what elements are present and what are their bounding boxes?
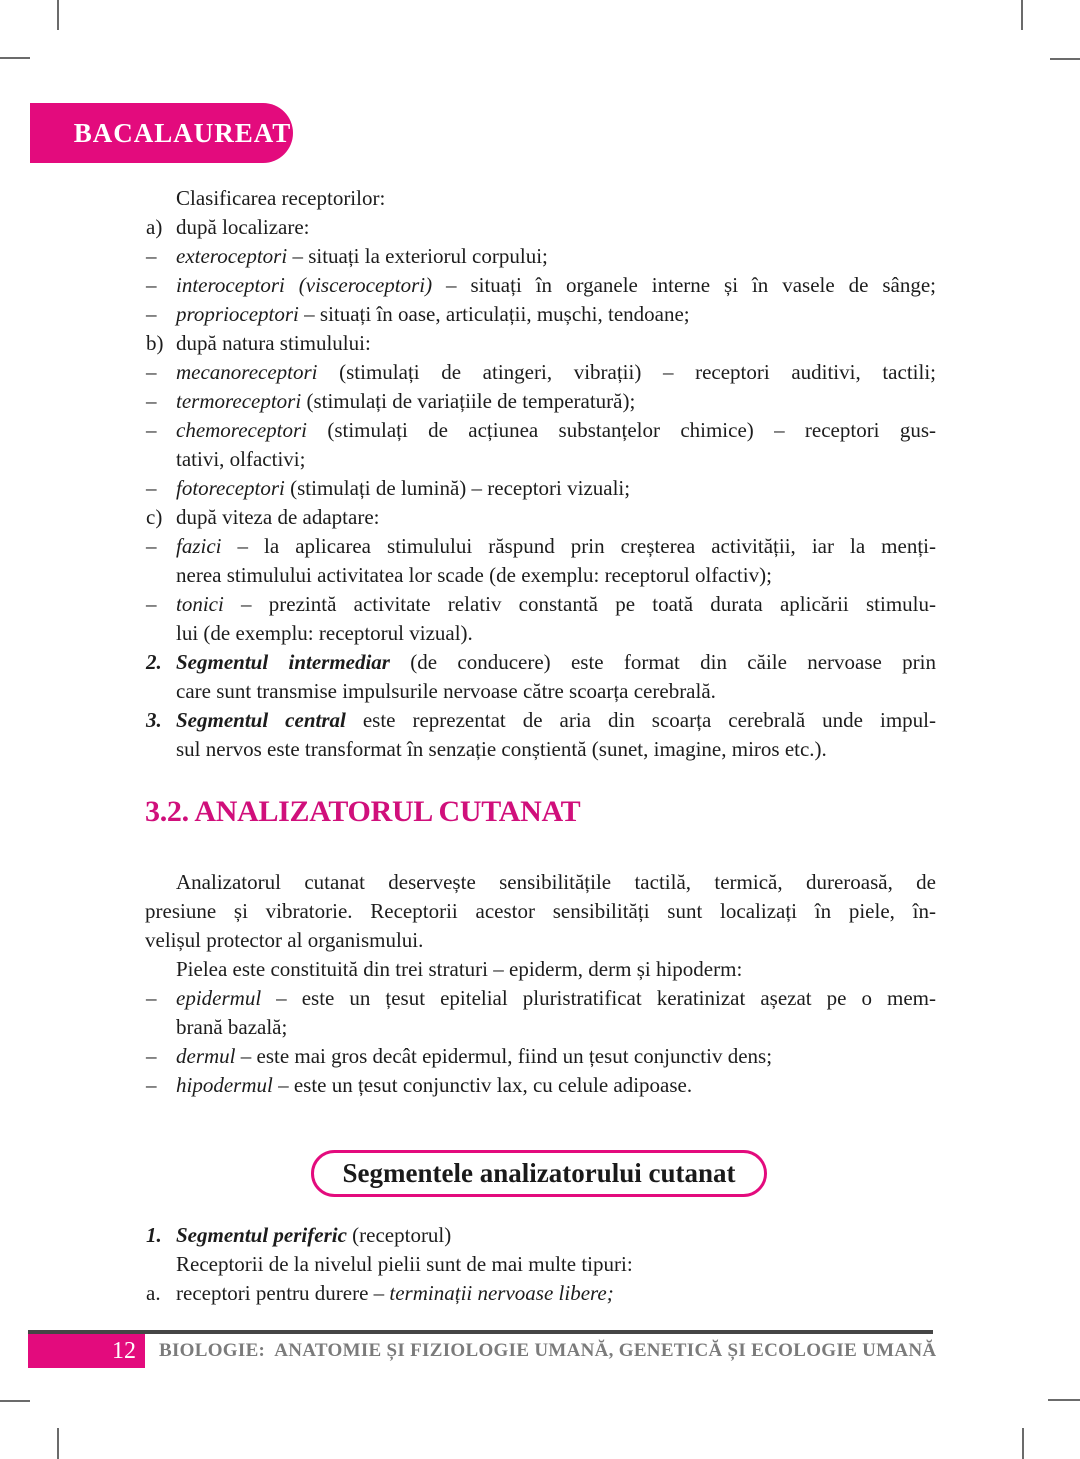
cutaneous-analyzer-paragraph [145,868,936,1100]
text-line: tativi, olfactivi; [176,447,306,471]
segments-callout-box [311,1150,767,1197]
crop-mark-bottom-left-vertical [57,1428,59,1459]
text-line: – fazici – la aplicarea stimulului răspund prin creșterea activității, iar la menți- [145,532,936,561]
text-line: lui (de exemplu: receptorul vizual). [176,621,473,645]
list-marker: – [146,418,157,442]
text-line: 1. Segmentul periferic (receptorul) [145,1221,936,1250]
text-line: brană bazală; [176,1015,288,1039]
list-marker: – [146,244,157,268]
list-marker: – [146,1044,157,1068]
text-line: velișul protector al organismului. [145,928,424,952]
text-line: – termoreceptori (stimulați de variațiile de temperatură); [145,387,936,416]
page-number-box: 12 [28,1334,145,1368]
list-marker: – [146,986,157,1010]
text-line: – chemoreceptori (stimulați de acțiunea substanțelor chimice) – receptori gus- [145,416,936,445]
text-line: – epidermul – este un țesut epitelial pluristratificat keratinizat așezat pe o mem- [145,984,936,1013]
list-marker: – [146,389,157,413]
text-line: Pielea este constituită din trei straturi – epiderm, derm și hipoderm: [176,957,743,981]
list-marker: 1. [146,1223,162,1247]
text-line: Receptorii de la nivelul pielii sunt de mai multe tipuri: [176,1252,633,1276]
list-marker: 2. [146,650,162,674]
list-marker: – [146,273,157,297]
peripheral-segment-text [145,1221,936,1308]
list-marker: – [146,1073,157,1097]
list-marker: – [146,476,157,500]
segments-callout-title: Segmentele analizatorului cutanat [342,1158,736,1188]
section-heading-3-2: 3.2. ANALIZATORUL CUTANAT [145,795,581,828]
text-line: – proprioceptori – situați în oase, articulații, mușchi, tendoane; [145,300,936,329]
crop-mark-top-left-horizontal [0,57,30,59]
list-marker: a) [146,215,163,239]
text-line: 3. Segmentul central este reprezentat de aria din scoarța cerebrală unde impul- [145,706,936,735]
list-marker: – [146,302,157,326]
text-line: b) după natura stimulului: [145,329,936,358]
receptor-classification-text [145,184,936,764]
list-marker: 3. [146,708,162,732]
text-line: a. receptori pentru durere – terminații nervoase libere; [145,1279,936,1308]
text-line: Analizatorul cutanat deservește sensibilitățile tactilă, termică, dureroasă, de [176,870,936,894]
text-line: Clasificarea receptorilor: [176,186,386,210]
bacalaureat-badge: BACALAUREAT [30,103,293,163]
text-line: 2. Segmentul intermediar (de conducere) este format din căile nervoase prin [145,648,936,677]
text-line: sul nervos este transformat în senzație conștientă (sunet, imagine, miros etc.). [176,737,827,761]
crop-mark-top-right-vertical [1021,0,1023,30]
list-marker: – [146,592,157,616]
crop-mark-top-left-vertical [57,0,59,30]
text-line: – interoceptori (visceroceptori) – situați în organele interne și în vasele de sânge; [145,271,936,300]
crop-mark-bottom-left-horizontal [0,1400,30,1402]
crop-mark-top-right-horizontal [1050,58,1080,60]
footer-book-title: BIOLOGIE: ANATOMIE ȘI FIZIOLOGIE UMANĂ, GENETICĂ ȘI ECOLOGIE UMANĂ [159,1340,937,1361]
text-line: presiune și vibratorie. Receptorii acestor sensibilități sunt localizați în piele, în- [145,899,936,923]
text-line: – dermul – este mai gros decât epidermul, fiind un țesut conjunctiv dens; [145,1042,936,1071]
list-marker: a. [146,1281,161,1305]
text-line: – tonici – prezintă activitate relativ constantă pe toată durata aplicării stimulu- [145,590,936,619]
text-line: care sunt transmise impulsurile nervoase către scoarța cerebrală. [176,679,716,703]
crop-mark-bottom-right-horizontal [1048,1399,1080,1401]
text-line: – exteroceptori – situați la exteriorul corpului; [145,242,936,271]
text-line: – mecanoreceptori (stimulați de atingeri, vibrații) – receptori auditivi, tactili; [145,358,936,387]
text-line: – fotoreceptori (stimulați de lumină) – receptori vizuali; [145,474,936,503]
text-line: – hipodermul – este un țesut conjunctiv lax, cu celule adipoase. [145,1071,936,1100]
text-line: nerea stimulului activitatea lor scade (de exemplu: receptorul olfactiv); [176,563,772,587]
text-line: a) după localizare: [145,213,936,242]
list-marker: b) [146,331,164,355]
list-marker: – [146,360,157,384]
crop-mark-bottom-right-vertical [1022,1428,1024,1459]
list-marker: – [146,534,157,558]
text-line: c) după viteza de adaptare: [145,503,936,532]
list-marker: c) [146,505,163,529]
